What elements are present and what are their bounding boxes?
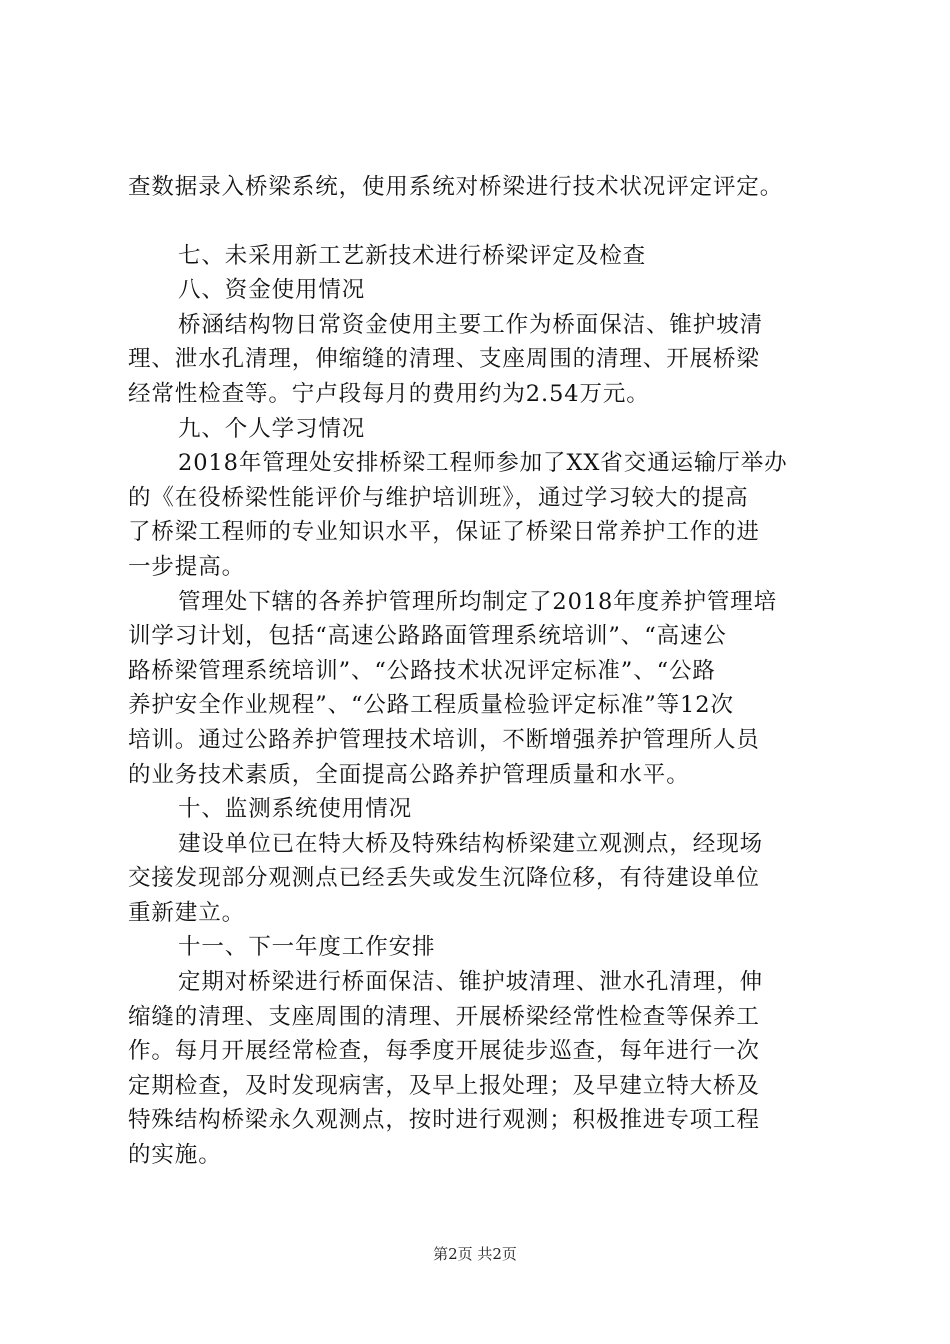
page-footer: 第2页 共2页 [433, 1245, 517, 1263]
text-line: 路桥梁管理系统培训”、“公路技术状况评定标准”、“公路 [128, 657, 716, 684]
text-line: 查数据录入桥梁系统，使用系统对桥梁进行技术状况评定评定。 [128, 174, 784, 200]
text-line: 管理处下辖的各养护管理所均制定了2018年度养护管理培 [178, 588, 778, 615]
text-line: 桥涵结构物日常资金使用主要工作为桥面保洁、锥护坡清 [178, 311, 764, 338]
text-line: 特殊结构桥梁永久观测点，按时进行观测；积极推进专项工程 [128, 1107, 760, 1134]
text-line: 定期对桥梁进行桥面保洁、锥护坡清理、泄水孔清理，伸 [178, 969, 764, 996]
text-line: 了桥梁工程师的专业知识水平，保证了桥梁日常养护工作的进 [128, 519, 760, 546]
text-line: 九、个人学习情况 [178, 415, 366, 442]
text-line: 的业务技术素质，全面提高公路养护管理质量和水平。 [128, 761, 690, 788]
text-line: 定期检查，及时发现病害，及早上报处理；及早建立特大桥及 [128, 1072, 760, 1099]
text-line: 养护安全作业规程”、“公路工程质量检验评定标准”等12次 [128, 692, 734, 719]
text-line: 的实施。 [128, 1142, 222, 1169]
text-line: 的《在役桥梁性能评价与维护培训班》，通过学习较大的提高 [128, 484, 749, 511]
text-line: 十、监测系统使用情况 [178, 796, 413, 823]
document-body [128, 170, 828, 1173]
paragraph-gap [128, 205, 828, 239]
text-line: 一步提高。 [128, 553, 246, 580]
text-line: 经常性检查等。宁卢段每月的费用约为2.54万元。 [128, 380, 650, 407]
text-line: 重新建立。 [128, 899, 246, 926]
text-line: 2018年管理处安排桥梁工程师参加了XX省交通运输厅举办 [178, 450, 788, 477]
text-line: 训学习计划，包括“高速公路路面管理系统培训”、“高速公 [128, 623, 727, 650]
text-line: 作。每月开展经常检查，每季度开展徒步巡查，每年进行一次 [128, 1038, 760, 1065]
text-line: 八、资金使用情况 [178, 277, 366, 304]
text-line: 七、未采用新工艺新技术进行桥梁评定及检查 [178, 242, 647, 269]
text-line: 培训。通过公路养护管理技术培训，不断增强养护管理所人员 [128, 726, 760, 753]
text-line: 十一、下一年度工作安排 [178, 934, 436, 961]
text-line: 缩缝的清理、支座周围的清理、开展桥梁经常性检查等保养工 [128, 1003, 760, 1030]
text-line: 建设单位已在特大桥及特殊结构桥梁建立观测点，经现场 [178, 830, 764, 857]
text-line: 理、泄水孔清理，伸缩缝的清理、支座周围的清理、开展桥梁 [128, 346, 760, 373]
text-line: 交接发现部分观测点已经丢失或发生沉降位移，有待建设单位 [128, 865, 760, 892]
